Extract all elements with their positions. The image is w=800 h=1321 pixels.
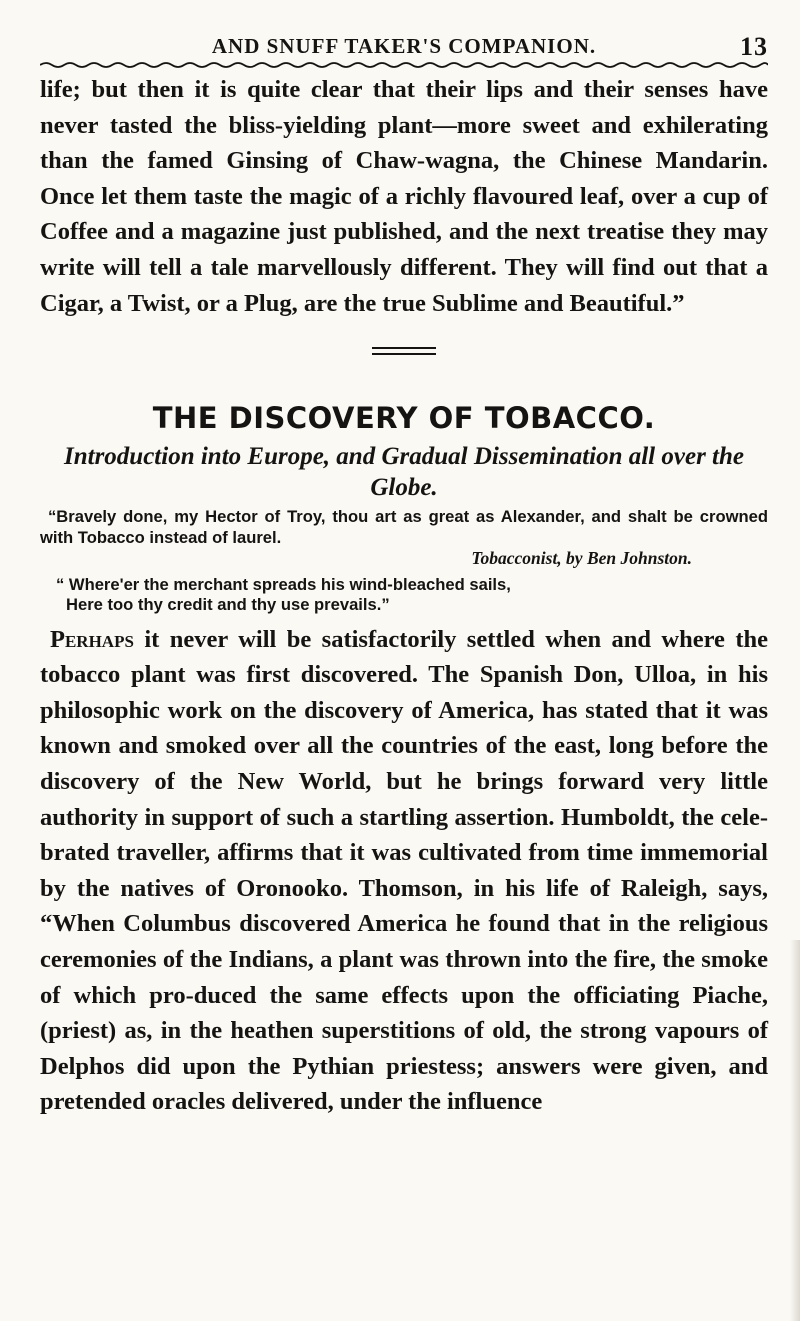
section-divider: [372, 347, 436, 349]
epigraph-block: [40, 507, 768, 616]
epigraph-2-line-2: Here too thy credit and thy use prevails.”: [66, 595, 390, 615]
book-page: [40, 32, 768, 1120]
section-divider-second: [372, 353, 436, 355]
epigraph-1-text: “Bravely done, my Hector of Troy, thou art as great as Alexander, and shalt be crowned with Tobacco instead of laurel.: [40, 507, 768, 547]
paragraph-discovery: [40, 622, 768, 1120]
epigraph-1-attribution: Tobacconist, by Ben Johnston.: [471, 548, 692, 569]
header-wavy-rule: [40, 60, 768, 68]
page-edge-shadow: [790, 940, 800, 1321]
paragraph-lead-word: Perhaps: [50, 625, 134, 653]
page-number: 13: [740, 32, 768, 61]
running-title: AND SNUFF TAKER'S COMPANION.: [211, 34, 597, 58]
section-heading: THE DISCOVERY OF TOBACCO.: [152, 401, 656, 436]
running-header: [40, 32, 768, 66]
paragraph-discovery-text: it never will be satisfactorily settled when and where the tobacco plant was first discovered. The Spanish Don, Ulloa, in his philosophic work on the discovery of America, has stated that it was known and smoked over all the countries of the east, long before the discovery of the New World, but he brings forward very little authority in support of such a startling assertion. Humboldt, the cele-brated traveller, affirms that it was cultivated from time immemorial by the natives of Oronooko. Thomson, in his life of Raleigh, says, “When Columbus discovered America he found that in the religious ceremonies of the Indians, a plant was thrown into the fire, the smoke of which pro-duced the same effects upon the officiating Piache, (priest) as, in the heathen superstitions of old, the strong vapours of Delphos did upon the Pythian priestess; answers were given, and pretended oracles delivered, under the influence: [40, 625, 768, 1116]
section-subheading: Introduction into Europe, and Gradual Dissemination all over the Globe.: [64, 443, 744, 502]
paragraph-opening: life; but then it is quite clear that their lips and their senses have never tasted the bliss-yielding plant—more sweet and exhilerating than the famed Ginsing of Chaw-wagna, the Chinese Mandarin. Once let them taste the magic of a richly flavoured leaf, over a cup of Coffee and a magazine just published, and the next treatise they may write will tell a tale marvellously different. They will find out that a Cigar, a Twist, or a Plug, are the true Sublime and Beautiful.”: [40, 76, 768, 317]
epigraph-2-line-1: “ Where'er the merchant spreads his wind-bleached sails,: [56, 574, 511, 594]
